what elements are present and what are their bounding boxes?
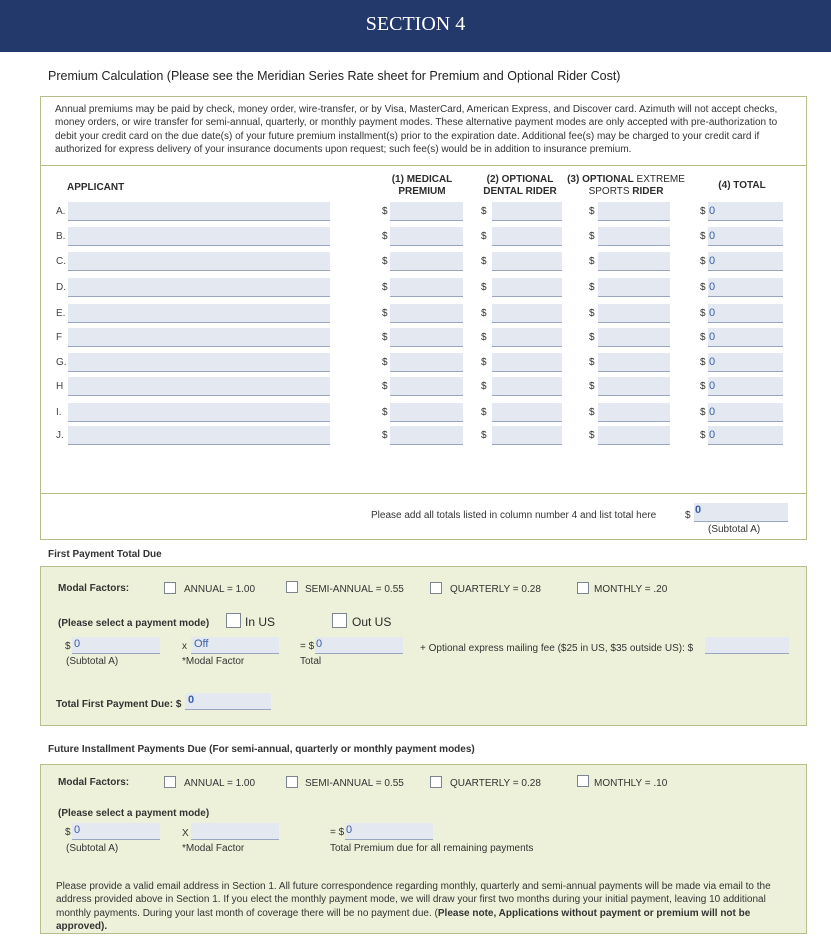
payment-notice: Annual premiums may be paid by check, money order, wire-transfer, or by Visa, MasterCard, American Express, and Discover card. Azimuth will not accept checks, money orders, or wire transfer for semi-annual, quarterly, or monthly payment modes. These alternative payment modes are only accepted with pre-authorization to debit your credit card on the due date(s) of your future premium installment(s) prior to the expiration date. Additional fee(s) may be charged to your credit card if authorized for express delivery of your insurance documents upon request; such fee(s) would be in addition to insurance premium.: [40, 96, 807, 166]
extreme-sports-dollar: $: [589, 430, 595, 441]
extreme-sports-dollar: $: [589, 206, 595, 217]
table-divider: [40, 493, 807, 494]
first-quarterly-checkbox[interactable]: [430, 582, 442, 594]
total-dollar: $: [700, 357, 706, 368]
extreme-sports-dollar: $: [589, 308, 595, 319]
row-total-field[interactable]: [708, 353, 783, 372]
first-equals: = $: [300, 641, 315, 652]
applicant-header: APPLICANT: [67, 182, 125, 193]
first-modal-factor-field[interactable]: Off: [191, 637, 279, 654]
extreme-sports-field[interactable]: [598, 252, 670, 271]
future-equals: = $: [330, 827, 345, 838]
row-letter: F: [56, 332, 63, 343]
in-us-checkbox[interactable]: [226, 613, 241, 628]
subtotal-a-field[interactable]: 0: [694, 503, 788, 522]
row-letter: H: [56, 381, 64, 392]
extreme-sports-dollar: $: [589, 282, 595, 293]
extreme-sports-field[interactable]: [598, 202, 670, 221]
first-semiannual-checkbox[interactable]: [286, 581, 298, 593]
first-modal-factor-label: *Modal Factor: [182, 656, 245, 667]
extreme-sports-dollar: $: [589, 256, 595, 267]
medical-dollar: $: [382, 407, 388, 418]
extreme-sports-dollar: $: [589, 357, 595, 368]
extreme-sports-field[interactable]: [598, 353, 670, 372]
row-total-value: 0: [709, 429, 716, 441]
row-total-value: 0: [709, 255, 716, 267]
extreme-sports-dollar: $: [589, 332, 595, 343]
dental-rider-field[interactable]: [492, 403, 562, 422]
first-monthly-checkbox[interactable]: [577, 582, 589, 594]
dental-rider-field[interactable]: [492, 426, 562, 445]
medical-dollar: $: [382, 231, 388, 242]
first-payment-title: First Payment Total Due: [48, 549, 162, 560]
dental-rider-field[interactable]: [492, 278, 562, 297]
future-modal-factor-field[interactable]: [191, 823, 279, 840]
applicant-name-field[interactable]: [68, 426, 330, 445]
row-total-field[interactable]: [708, 278, 783, 297]
total-header: (4) TOTAL: [718, 180, 766, 191]
extreme-sports-dollar: $: [589, 407, 595, 418]
first-subtotal-dollar: $: [65, 641, 71, 652]
future-subtotal-field[interactable]: 0: [72, 823, 160, 840]
medical-dollar: $: [382, 256, 388, 267]
future-multiply: X: [182, 828, 189, 839]
future-subtotal-label: (Subtotal A): [66, 843, 119, 854]
future-annual-checkbox[interactable]: [164, 776, 176, 788]
total-first-payment-label: Total First Payment Due: $: [56, 699, 182, 710]
applicant-name-field[interactable]: [68, 304, 330, 323]
row-total-value: 0: [709, 406, 716, 418]
dental-rider-field[interactable]: [492, 377, 562, 396]
dental-rider-field[interactable]: [492, 202, 562, 221]
first-multiply: x: [182, 641, 187, 652]
dental-dollar: $: [481, 256, 487, 267]
first-annual-label: ANNUAL = 1.00: [184, 584, 256, 595]
section-title: SECTION 4: [365, 13, 466, 35]
row-letter: D.: [56, 282, 66, 293]
first-modal-factors-label: Modal Factors:: [58, 583, 130, 594]
extreme-sports-field[interactable]: [598, 426, 670, 445]
row-total-field[interactable]: [708, 227, 783, 246]
extreme-sports-dollar: $: [589, 231, 595, 242]
mailing-fee-label: + Optional express mailing fee ($25 in US, $35 outside US): $: [420, 643, 694, 654]
row-total-value: 0: [709, 281, 716, 293]
mailing-fee-field[interactable]: [705, 637, 789, 654]
dental-rider-field[interactable]: [492, 353, 562, 372]
applicant-name-field[interactable]: [68, 202, 330, 221]
row-total-field[interactable]: [708, 403, 783, 422]
dental-dollar: $: [481, 357, 487, 368]
total-dollar: $: [700, 308, 706, 319]
row-letter: C.: [56, 256, 66, 267]
dental-dollar: $: [481, 430, 487, 441]
future-annual-label: ANNUAL = 1.00: [184, 778, 256, 789]
future-modal-factor-label: *Modal Factor: [182, 843, 245, 854]
subtotal-a-label: (Subtotal A): [708, 524, 761, 535]
out-us-label: Out US: [352, 615, 392, 629]
medical-premium-field[interactable]: [390, 426, 463, 445]
medical-dollar: $: [382, 332, 388, 343]
row-letter: I.: [56, 407, 62, 418]
applicant-name-field[interactable]: [68, 377, 330, 396]
in-us-label: In US: [245, 615, 276, 629]
future-monthly-checkbox[interactable]: [577, 775, 589, 787]
dental-dollar: $: [481, 231, 487, 242]
first-subtotal-label: (Subtotal A): [66, 656, 119, 667]
future-total-label: Total Premium due for all remaining payments: [330, 843, 534, 854]
row-total-value: 0: [709, 205, 716, 217]
extreme-sports-field[interactable]: [598, 377, 670, 396]
row-total-value: 0: [709, 331, 716, 343]
dental-rider-field[interactable]: [492, 304, 562, 323]
dental-dollar: $: [481, 381, 487, 392]
medical-premium-field[interactable]: [390, 278, 463, 297]
medical-premium-header: (1) MEDICAL PREMIUM: [391, 174, 453, 197]
medical-dollar: $: [382, 282, 388, 293]
future-subtotal-dollar: $: [65, 827, 71, 838]
future-modal-factors-label: Modal Factors:: [58, 777, 130, 788]
first-quarterly-label: QUARTERLY = 0.28: [450, 584, 541, 595]
add-totals-instruction: Please add all totals listed in column number 4 and list total here: [371, 510, 657, 521]
dental-dollar: $: [481, 282, 487, 293]
future-semiannual-checkbox[interactable]: [286, 776, 298, 788]
medical-premium-field[interactable]: [390, 304, 463, 323]
applicant-name-field[interactable]: [68, 353, 330, 372]
row-letter: G.: [56, 357, 67, 368]
row-total-value: 0: [709, 307, 716, 319]
row-letter: A.: [56, 206, 66, 217]
row-letter: B.: [56, 231, 66, 242]
dental-dollar: $: [481, 332, 487, 343]
medical-premium-field[interactable]: [390, 202, 463, 221]
medical-premium-field[interactable]: [390, 252, 463, 271]
total-first-payment-field[interactable]: 0: [185, 693, 271, 710]
dental-rider-field[interactable]: [492, 227, 562, 246]
dental-dollar: $: [481, 308, 487, 319]
medical-dollar: $: [382, 430, 388, 441]
medical-dollar: $: [382, 381, 388, 392]
total-dollar: $: [700, 332, 706, 343]
subtotal-dollar: $: [685, 510, 691, 521]
future-monthly-label: MONTHLY = .10: [594, 778, 668, 789]
total-dollar: $: [700, 381, 706, 392]
extreme-sports-rider-header: (3) OPTIONAL EXTREME SPORTS RIDER: [567, 174, 685, 197]
medical-dollar: $: [382, 206, 388, 217]
out-us-checkbox[interactable]: [332, 613, 347, 628]
dental-dollar: $: [481, 407, 487, 418]
dental-dollar: $: [481, 206, 487, 217]
applicant-name-field[interactable]: [68, 403, 330, 422]
extreme-sports-field[interactable]: [598, 403, 670, 422]
dental-rider-field[interactable]: [492, 328, 562, 347]
medical-premium-field[interactable]: [390, 328, 463, 347]
extreme-sports-field[interactable]: [598, 328, 670, 347]
future-total-field[interactable]: 0: [345, 823, 433, 840]
row-total-field[interactable]: [708, 426, 783, 445]
total-dollar: $: [700, 282, 706, 293]
applicant-name-field[interactable]: [68, 328, 330, 347]
extreme-sports-field[interactable]: [598, 227, 670, 246]
applicant-name-field[interactable]: [68, 227, 330, 246]
medical-premium-field[interactable]: [390, 227, 463, 246]
extreme-sports-dollar: $: [589, 381, 595, 392]
row-total-field[interactable]: [708, 377, 783, 396]
extreme-sports-field[interactable]: [598, 278, 670, 297]
medical-dollar: $: [382, 308, 388, 319]
medical-premium-field[interactable]: [390, 377, 463, 396]
first-subtotal-field[interactable]: 0: [72, 637, 160, 654]
total-dollar: $: [700, 231, 706, 242]
total-dollar: $: [700, 407, 706, 418]
future-quarterly-label: QUARTERLY = 0.28: [450, 778, 541, 789]
row-total-value: 0: [709, 356, 716, 368]
applicant-name-field[interactable]: [68, 278, 330, 297]
premium-calculation-title: Premium Calculation (Please see the Meridian Series Rate sheet for Premium and Optional Rider Cost): [48, 69, 621, 83]
future-payments-note: Please provide a valid email address in Section 1. All future correspondence regarding monthly, quarterly and semi-annual payments will be made via email to the address provided above in Section 1. If you elect the monthly payment mode, we will draw your first two months during your initial payment, leaving 10 additional monthly payments. During your last month of coverage there will be no payment due. (Please note, Applications without payment or premium will not be approved).: [56, 881, 771, 932]
row-total-value: 0: [709, 380, 716, 392]
row-total-value: 0: [709, 230, 716, 242]
future-payments-title: Future Installment Payments Due (For semi-annual, quarterly or monthly payment modes): [48, 744, 475, 755]
future-quarterly-checkbox[interactable]: [430, 776, 442, 788]
first-annual-checkbox[interactable]: [164, 582, 176, 594]
total-dollar: $: [700, 206, 706, 217]
future-select-mode: (Please select a payment mode): [58, 808, 210, 819]
extreme-sports-field[interactable]: [598, 304, 670, 323]
first-total-field[interactable]: 0: [315, 637, 403, 654]
future-semiannual-label: SEMI-ANNUAL = 0.55: [305, 778, 404, 789]
total-dollar: $: [700, 256, 706, 267]
medical-premium-field[interactable]: [390, 353, 463, 372]
first-monthly-label: MONTHLY = .20: [594, 584, 668, 595]
row-letter: J.: [56, 430, 64, 441]
first-semiannual-label: SEMI-ANNUAL = 0.55: [305, 584, 404, 595]
medical-dollar: $: [382, 357, 388, 368]
dental-rider-field[interactable]: [492, 252, 562, 271]
total-dollar: $: [700, 430, 706, 441]
applicant-name-field[interactable]: [68, 252, 330, 271]
row-total-field[interactable]: [708, 202, 783, 221]
first-select-mode: (Please select a payment mode): [58, 618, 210, 629]
row-letter: E.: [56, 308, 66, 319]
first-total-label: Total: [300, 656, 322, 667]
medical-premium-field[interactable]: [390, 403, 463, 422]
row-total-field[interactable]: [708, 304, 783, 323]
row-total-field[interactable]: [708, 328, 783, 347]
dental-rider-header: (2) OPTIONAL DENTAL RIDER: [483, 174, 557, 197]
row-total-field[interactable]: [708, 252, 783, 271]
